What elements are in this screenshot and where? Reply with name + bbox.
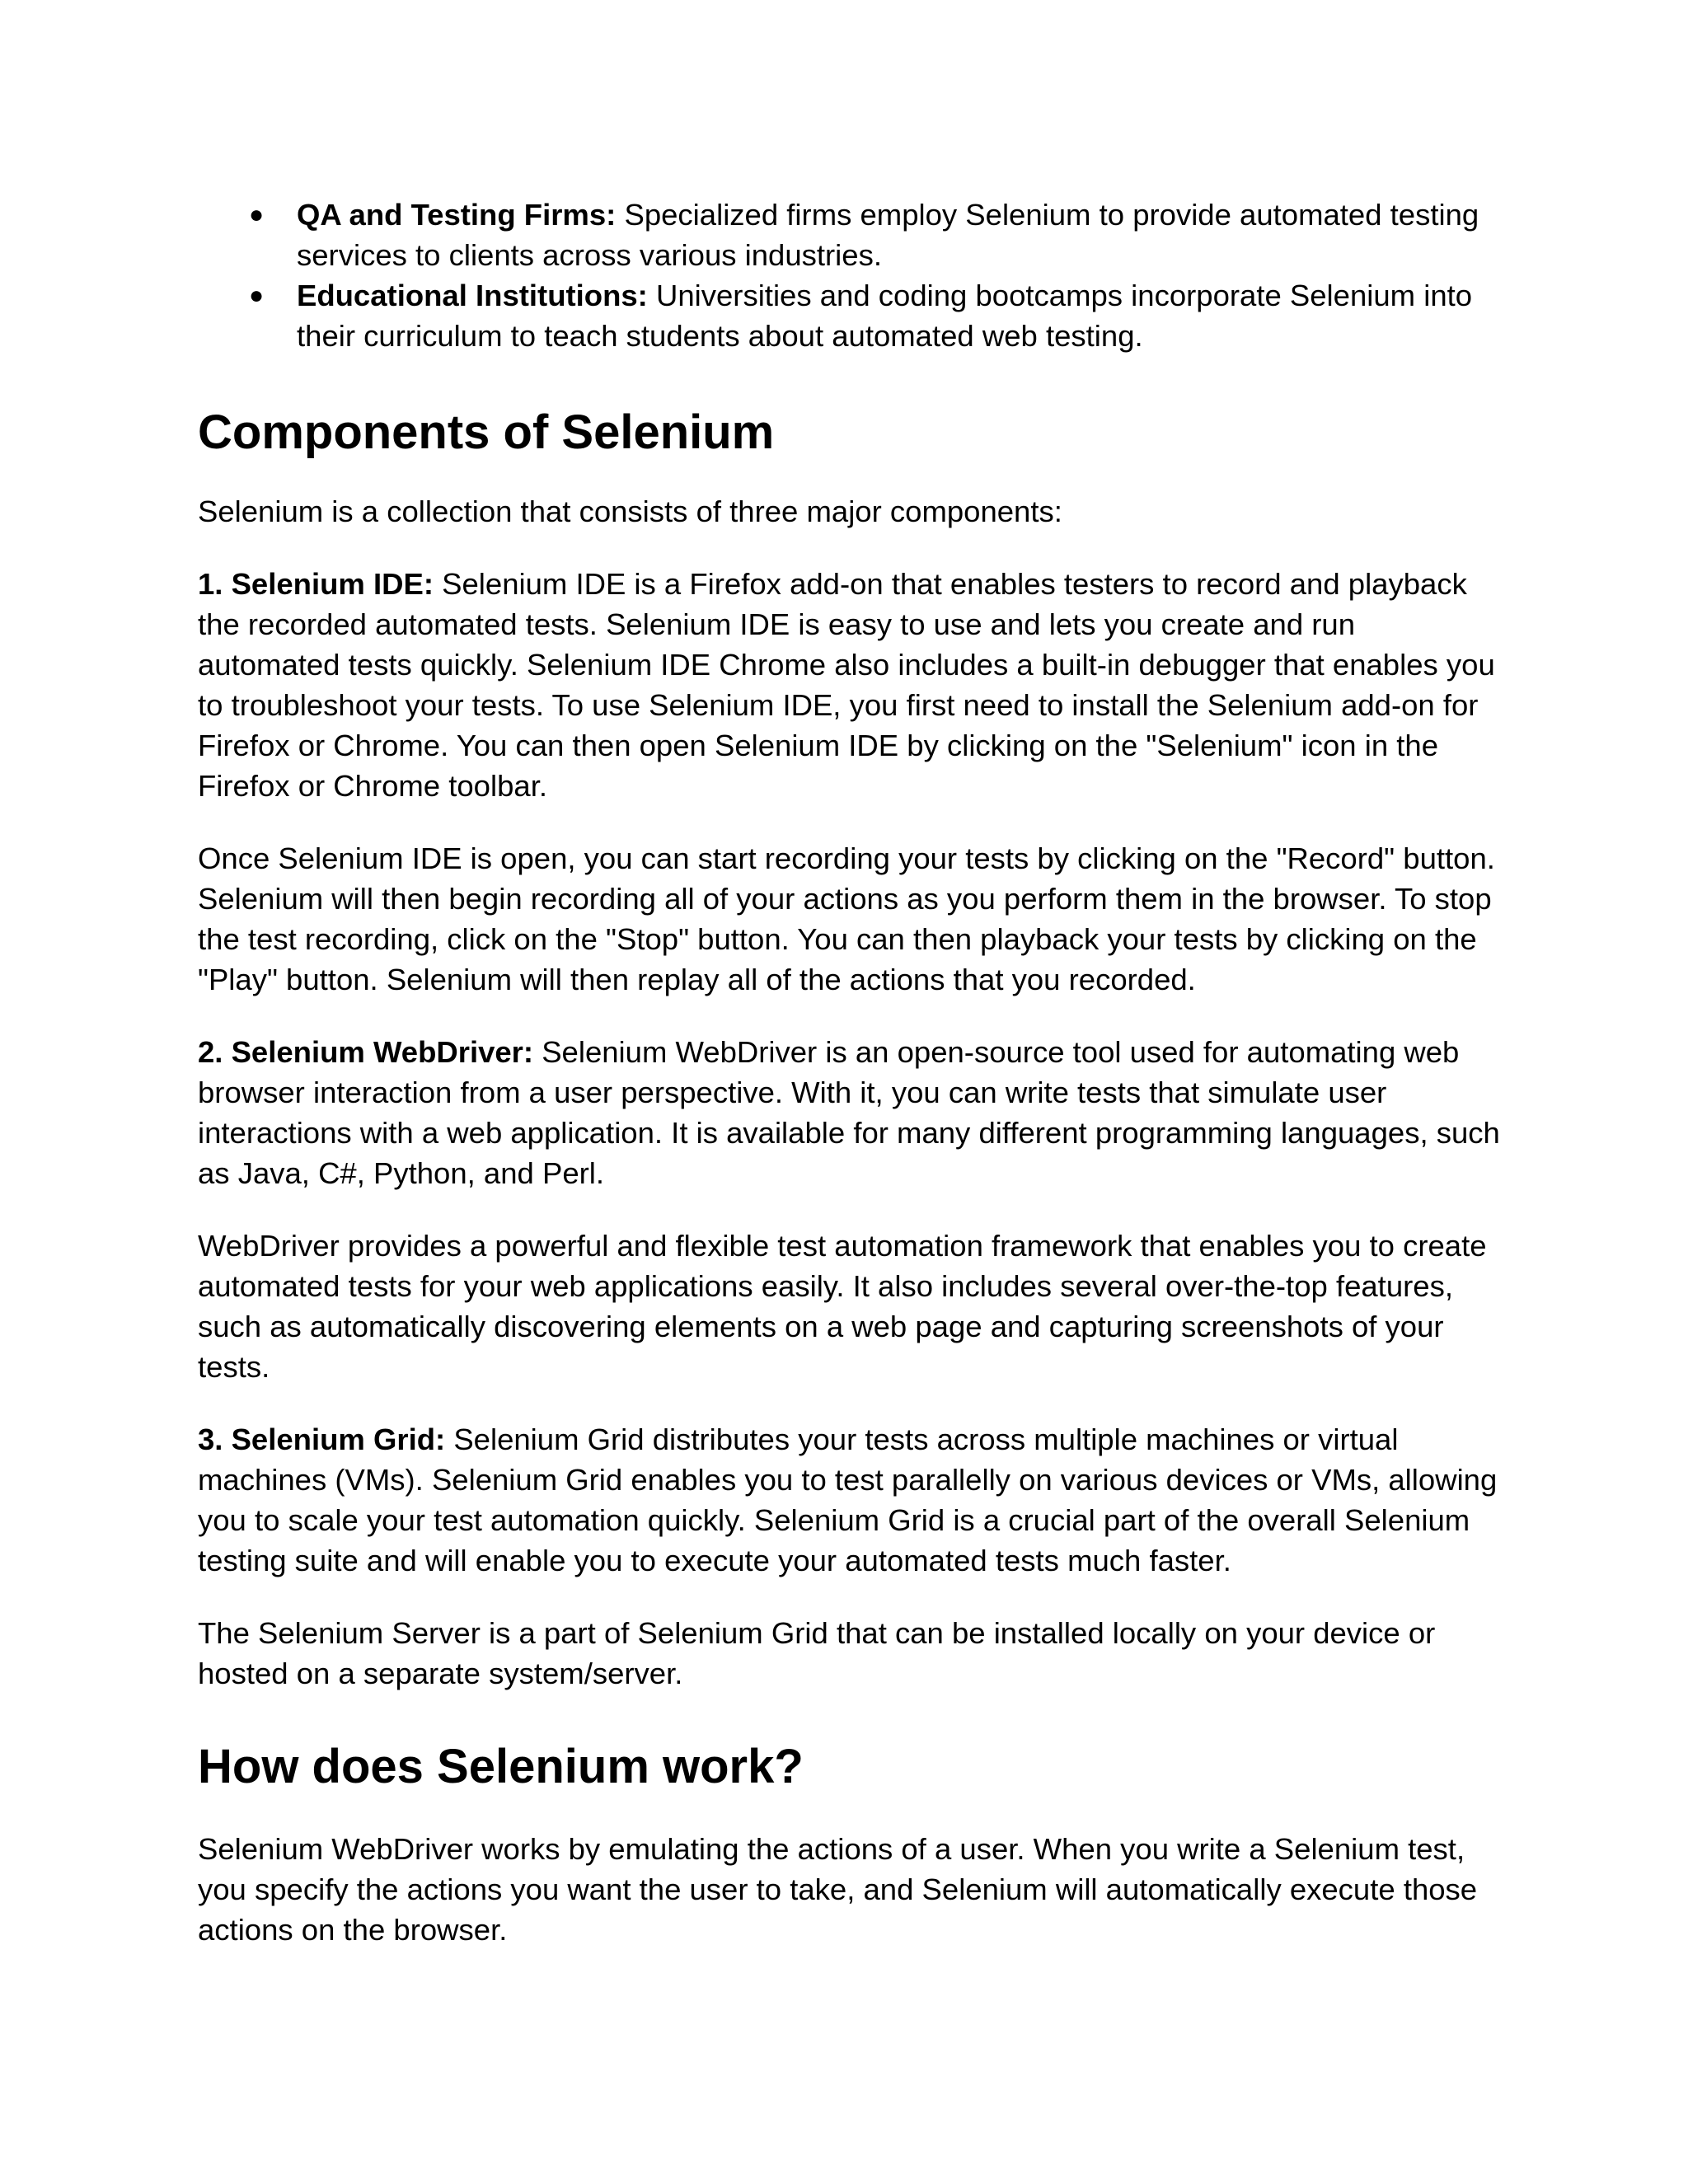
bullet-label: QA and Testing Firms: [297,198,617,232]
components-intro: Selenium is a collection that consists of three major components: [198,494,1062,528]
selenium-grid-label: 3. Selenium Grid: [198,1422,446,1456]
selenium-grid-followup: The Selenium Server is a part of Selenium Grid that can be installed locally on your device or hosted on a separate system/server. [198,1616,1436,1690]
bullet-text: Specialized firms employ Selenium to provide automated testing services to clients across various industries. [297,198,1479,272]
selenium-webdriver-followup: WebDriver provides a powerful and flexible test automation framework that enables you to create automated tests for your web applications easily. It also includes several over-the-top features, such as automatically discovering elements on a web page and capturing screenshots of your tests. [198,1229,1487,1384]
selenium-ide-followup: Once Selenium IDE is open, you can start recording your tests by clicking on the "Record" button. Selenium will then begin recording all of your actions as you perform them in the browser. To stop the test recording, click on the "Stop" button. You can then playback your tests by clicking on the "Play" button. Selenium will then replay all of the actions that you recorded. [198,841,1495,996]
selenium-grid-paragraph [198,1419,1500,1581]
bullet-list [198,194,1500,356]
document-content [198,194,1500,1950]
section-heading-how: How does Selenium work? [198,1740,804,1793]
bullet-text: Universities and coding bootcamps incorporate Selenium into their curriculum to teach students about automated web testing. [297,279,1473,353]
bullet-icon: ● [249,282,265,309]
bullet-label: Educational Institutions: [297,279,648,312]
selenium-webdriver-text: Selenium WebDriver is an open-source tool used for automating web browser interaction from a user perspective. With it, you can write tests that simulate user interactions with a web application. It is available for many different programming languages, such as Java, C#, Python, and Perl. [198,1035,1500,1190]
selenium-ide-text: Selenium IDE is a Firefox add-on that enables testers to record and playback the recorded automated tests. Selenium IDE is easy to use and lets you create and run automated tests quickly. Selenium IDE Chrome also includes a built-in debugger that enables you to troubleshoot your tests. To use Selenium IDE, you first need to install the Selenium add-on for Firefox or Chrome. You can then open Selenium IDE by clicking on the "Selenium" icon in the Firefox or Chrome toolbar. [198,567,1495,803]
bullet-icon: ● [249,201,265,228]
list-item [198,194,1500,275]
selenium-ide-label: 1. Selenium IDE: [198,567,434,601]
section-heading-components: Components of Selenium [198,405,775,459]
selenium-ide-paragraph [198,564,1500,806]
selenium-webdriver-paragraph [198,1032,1500,1193]
selenium-grid-text: Selenium Grid distributes your tests across multiple machines or virtual machines (VMs). Selenium Grid enables you to test parallelly on various devices or VMs, allowing you to scale your test automation quickly. Selenium Grid is a crucial part of the overall Selenium testing suite and will enable you to execute your automated tests much faster. [198,1422,1498,1577]
how-paragraph: Selenium WebDriver works by emulating the actions of a user. When you write a Selenium test, you specify the actions you want the user to take, and Selenium will automatically execute those actions on the browser. [198,1832,1478,1947]
list-item [198,275,1500,356]
selenium-webdriver-label: 2. Selenium WebDriver: [198,1035,534,1069]
